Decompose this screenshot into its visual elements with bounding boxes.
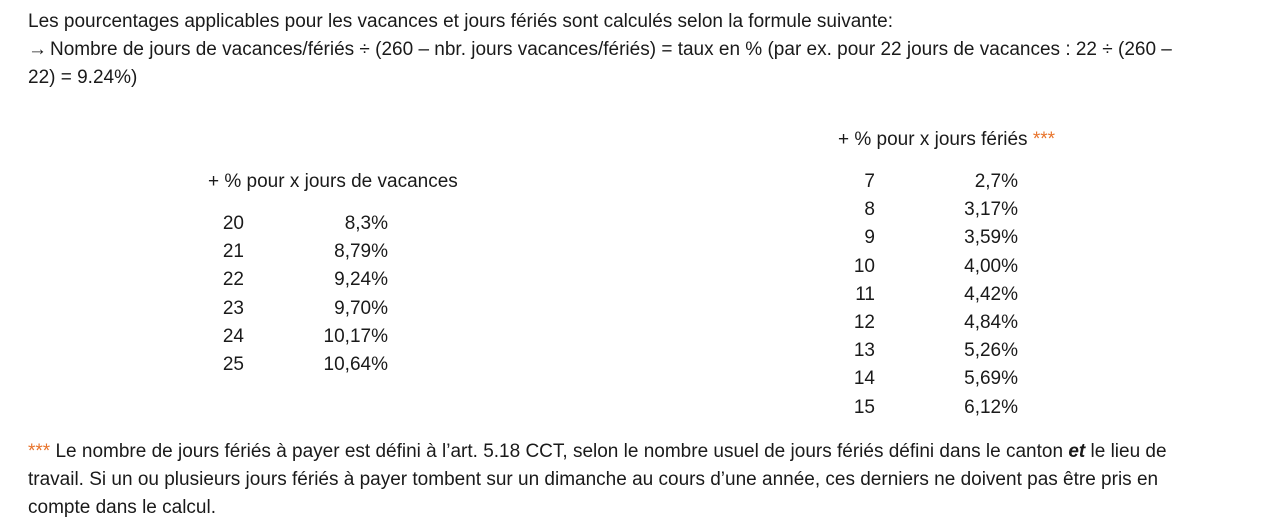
vacation-percent: 8,79% [334, 241, 388, 263]
holiday-days: 11 [855, 283, 875, 305]
footnote-line-1 [28, 438, 1167, 466]
vacation-days: 20 [222, 213, 244, 234]
intro-line-2 [28, 36, 1172, 64]
holiday-row [0, 196, 1100, 224]
holiday-table [0, 168, 1100, 422]
holiday-days: 12 [853, 311, 875, 333]
vacation-days: 23 [222, 297, 244, 319]
holiday-days: 7 [864, 171, 875, 192]
intro-line-3: 22) = 9.24%) [28, 67, 138, 88]
vacation-table-title: + % pour x jours de vacances [208, 171, 458, 192]
holiday-row [0, 309, 1100, 337]
holiday-row [0, 394, 1100, 422]
vacation-percent: 8,3% [344, 213, 388, 234]
vacation-percent: 10,64% [323, 353, 388, 375]
holiday-asterisks: *** [1032, 129, 1056, 150]
holiday-percent: 4,84% [964, 311, 1018, 333]
holiday-row [0, 281, 1100, 309]
vacation-percent: 10,17% [323, 325, 388, 347]
holiday-table-title [838, 126, 1055, 154]
holiday-days: 8 [864, 199, 875, 221]
holiday-days: 10 [853, 255, 875, 277]
footnote-line-2: travail. Si un ou plusieurs jours fériés à payer tombent sur un dimanche au cours d’une année, ces derniers ne doivent pas être pris en [28, 469, 1159, 490]
arrow-icon: → [28, 39, 47, 60]
footnote-asterisks: *** [28, 441, 51, 462]
holiday-table-title-text: + % pour x jours fériés [838, 129, 1028, 150]
holiday-days: 13 [853, 340, 875, 362]
formula-text: Nombre de jours de vacances/fériés ÷ (260 – nbr. jours vacances/fériés) = taux en % (par ex. pour 22 jours de vacances : 22 ÷ (260 – [50, 39, 1172, 60]
holiday-row [0, 365, 1100, 393]
holiday-row [0, 253, 1100, 281]
holiday-percent: 4,00% [964, 255, 1018, 277]
holiday-percent: 5,69% [964, 368, 1018, 390]
holiday-percent: 6,12% [964, 396, 1018, 418]
holiday-percent: 5,26% [964, 340, 1018, 362]
holiday-percent: 2,7% [974, 171, 1018, 192]
intro-line-1: Les pourcentages applicables pour les vacances et jours fériés sont calculés selon la formule suivante: [28, 11, 893, 32]
footnote-text-1: Le nombre de jours fériés à payer est défini à l’art. 5.18 CCT, selon le nombre usuel de jours fériés défini dans le canton [55, 441, 1064, 462]
holiday-row [0, 168, 1100, 196]
footnote-text-1b: le lieu de [1090, 441, 1167, 462]
footnote-line-3: compte dans le calcul. [28, 497, 216, 518]
holiday-percent: 4,42% [964, 283, 1018, 305]
holiday-percent: 3,59% [964, 227, 1018, 249]
holiday-days: 14 [853, 368, 875, 390]
vacation-days: 21 [222, 241, 244, 263]
vacation-percent: 9,70% [334, 297, 388, 319]
holiday-row [0, 224, 1100, 252]
vacation-days: 22 [222, 269, 244, 291]
footnote-emphasis: et [1068, 441, 1086, 462]
vacation-percent: 9,24% [334, 269, 388, 291]
vacation-days: 25 [222, 353, 244, 375]
holiday-percent: 3,17% [964, 199, 1018, 221]
vacation-days: 24 [222, 325, 244, 347]
holiday-row [0, 337, 1100, 365]
holiday-days: 9 [864, 227, 875, 249]
holiday-days: 15 [853, 396, 875, 418]
